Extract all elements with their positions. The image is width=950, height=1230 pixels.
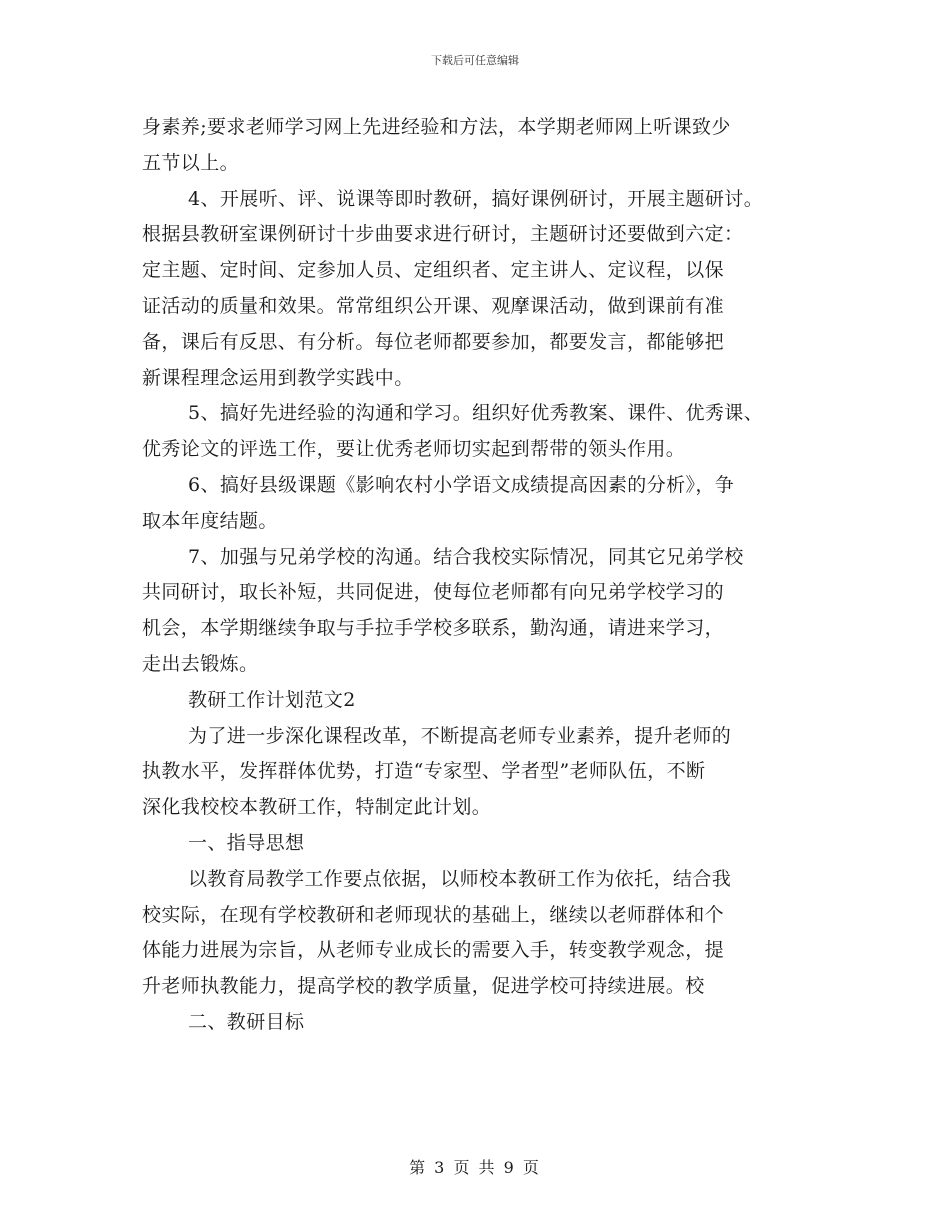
section-heading: 一、指导思想 xyxy=(188,831,305,854)
text-line: 执教水平，发挥群体优势，打造“专家型、学者型”老师队伍，不断 xyxy=(142,760,706,783)
text-line: 证活动的质量和效果。常常组织公开课、观摩课活动，做到课前有准 xyxy=(142,294,725,317)
text-line: 以教育局教学工作要点依据，以师校本教研工作为依托，结合我 xyxy=(188,867,732,890)
document-body xyxy=(142,110,832,1041)
text-line: 新课程理念运用到教学实践中。 xyxy=(142,366,414,389)
text-line: 深化我校校本教研工作，特制定此计划。 xyxy=(142,796,492,819)
text-line: 根据县教研室课例研讨十步曲要求进行研讨，主题研讨还要做到六定： xyxy=(142,223,744,246)
text-line: 4、开展听、评、说课等即时教研，搞好课例研讨，开展主题研讨。 xyxy=(188,187,764,210)
text-line: 五节以上。 xyxy=(142,151,240,174)
text-line: 备，课后有反思、有分析。每位老师都要参加，都要发言，都能够把 xyxy=(142,330,725,353)
text-line: 优秀论文的评选工作，要让优秀老师切实起到帮带的领头作用。 xyxy=(142,438,686,461)
text-line: 共同研讨，取长补短，共同促进，使每位老师都有向兄弟学校学习的 xyxy=(142,581,725,604)
section-heading: 二、教研目标 xyxy=(188,1010,305,1033)
text-line: 定主题、定时间、定参加人员、定组织者、定主讲人、定议程，以保 xyxy=(142,259,725,282)
page-header: 下载后可任意编辑 xyxy=(431,54,519,67)
text-line: 体能力进展为宗旨，从老师专业成长的需要入手，转变教学观念，提 xyxy=(142,939,725,962)
text-line: 5、搞好先进经验的沟通和学习。组织好优秀教案、课件、优秀课、 xyxy=(188,402,764,425)
text-line: 为了进一步深化课程改革，不断提高老师专业素养，提升老师的 xyxy=(188,724,732,747)
text-line: 走出去锻炼。 xyxy=(142,652,259,675)
text-line: 取本年度结题。 xyxy=(142,509,278,532)
page-footer: 第 3 页 共 9 页 xyxy=(409,1158,541,1177)
text-line: 升老师执教能力，提高学校的教学质量，促进学校可持续进展。校 xyxy=(142,975,705,998)
text-line: 6、搞好县级课题《影响农村小学语文成绩提高因素的分析》，争 xyxy=(188,473,735,496)
text-line: 校实际，在现有学校教研和老师现状的基础上，继续以老师群体和个 xyxy=(142,903,725,926)
text-line: 身素养;要求老师学习网上先进经验和方法，本学期老师网上听课致少 xyxy=(142,116,731,138)
section-title: 教研工作计划范文2 xyxy=(188,688,356,711)
text-line: 机会，本学期继续争取与手拉手学校多联系，勤沟通，请进来学习， xyxy=(142,617,725,640)
text-line: 7、加强与兄弟学校的沟通。结合我校实际情况，同其它兄弟学校 xyxy=(188,545,744,568)
